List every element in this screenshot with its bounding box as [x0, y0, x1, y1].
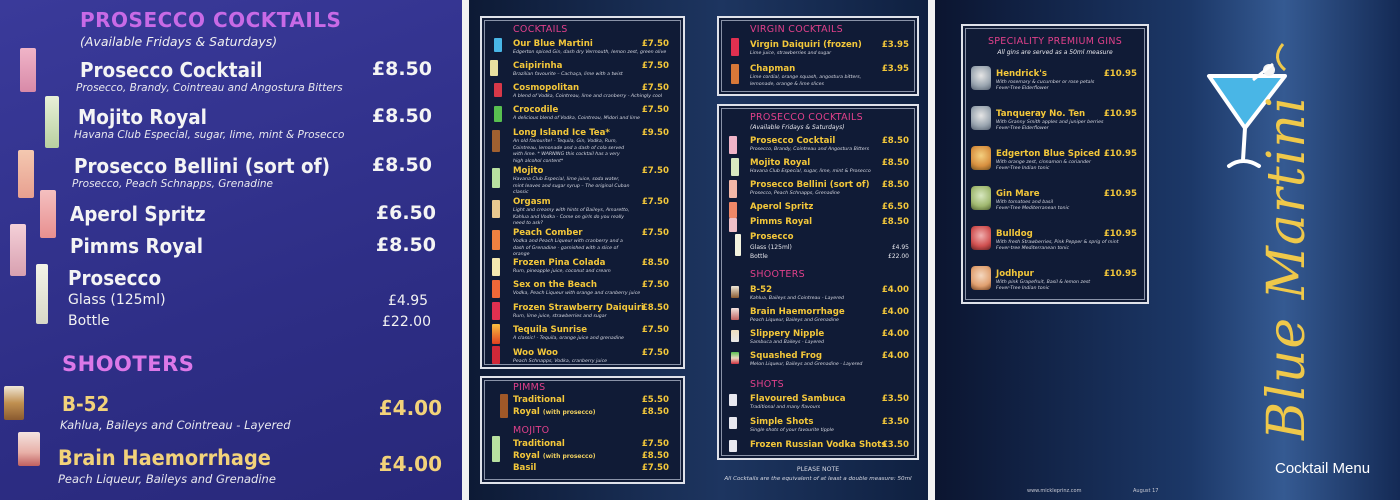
- cosmopolitan-glass-icon: [494, 83, 502, 97]
- photo-item-name: Prosecco: [68, 266, 162, 290]
- photo-item-name: Pimms Royal: [70, 234, 204, 258]
- pimms-item-label: Traditional: [513, 395, 565, 405]
- menu-inner-spread: [469, 0, 928, 500]
- gin-tonic: Fever-Tree Mediterranean tonic: [996, 206, 1070, 211]
- shooter-desc: Kahlua, Baileys and Cointreau - Layered: [750, 296, 844, 301]
- cocktail-desc: A blend of Vodka, Cointreau, lime and cranberry - Achingly cool: [513, 94, 663, 99]
- shot-price: £3.50: [881, 394, 909, 404]
- photo-item-desc: Prosecco, Brandy, Cointreau and Angostura Bitters: [76, 82, 343, 94]
- gin-desc: With rosemary & cucumber or rose petals: [996, 80, 1095, 85]
- prosecco-flute-icon: [36, 264, 48, 324]
- mojito-item-label: Royal: [513, 451, 540, 461]
- virgin-item-name: Virgin Daiquiri (frozen): [750, 40, 862, 50]
- prosecco-shooters-box: [717, 104, 919, 460]
- photo-prosecco-title: PROSECCO COCKTAILS: [80, 8, 342, 32]
- gin-name: Gin Mare: [996, 189, 1040, 199]
- mojito-title: MOJITO: [513, 425, 550, 436]
- prosecco-glass-price: £4.95: [891, 244, 909, 251]
- squashed-frog-shot-icon: [731, 352, 739, 364]
- b52-shot-icon: [731, 286, 739, 298]
- blue-martini-glass-icon: [494, 38, 502, 52]
- cocktail-desc: Light and creamy with hints of Baileys, Amaretto, Kahlua and Vodka - Come on girls do you really need to ask?: [513, 208, 630, 226]
- gin-tonic: Fever-Tree Elderflower: [996, 86, 1049, 91]
- aperol-spritz-glass-icon: [40, 190, 56, 238]
- mojito-item-price: £8.50: [641, 451, 669, 461]
- gin-name: Edgerton Blue Spiced: [996, 149, 1101, 159]
- photo-item-name: Aperol Spritz: [70, 202, 206, 226]
- shot-price: £3.50: [881, 440, 909, 450]
- website-footer: www.mickleprinz.com: [1027, 488, 1082, 494]
- gins-title: SPECIALITY PREMIUM GINS: [987, 36, 1123, 47]
- woo-woo-glass-icon: [492, 346, 500, 364]
- photo-shooters-title: SHOOTERS: [62, 352, 195, 376]
- photo-item-name: Brain Haemorrhage: [58, 446, 271, 470]
- virgin-item-name: Chapman: [750, 64, 796, 74]
- panel-divider: [928, 0, 935, 500]
- prosecco-item-price: £8.50: [881, 180, 909, 190]
- virgin-daiquiri-glass-icon: [731, 38, 739, 56]
- tanqueray-gin-image: [971, 106, 991, 130]
- photo-item-desc: Havana Club Especial, sugar, lime, mint & Prosecco: [74, 129, 345, 141]
- orgasm-glass-icon: [492, 200, 500, 218]
- photo-prosecco-availability: (Available Fridays & Saturdays): [80, 34, 278, 49]
- shot-name: Flavoured Sambuca: [750, 394, 846, 404]
- prosecco-item-name: Prosecco: [750, 232, 794, 242]
- cocktail-desc: Peach Schnapps, Vodka, cranberry juice: [513, 359, 608, 364]
- cocktail-price: £7.50: [641, 105, 669, 115]
- prosecco-item-name: Prosecco Cocktail: [750, 136, 836, 146]
- shooter-desc: Melon Liqueur, Baileys and Grenadine - Layered: [750, 362, 863, 367]
- gin-desc: With tomatoes and basil: [996, 200, 1054, 205]
- cocktail-name: Tequila Sunrise: [513, 325, 588, 335]
- prosecco-glass-label: Glass (125ml): [750, 244, 792, 251]
- cocktail-price: £7.50: [641, 348, 669, 358]
- cocktails-title: COCKTAILS: [513, 24, 568, 35]
- pina-colada-glass-icon: [492, 258, 500, 276]
- menu-photo-panel: [0, 0, 462, 500]
- mojito-item-label: Traditional: [513, 439, 565, 449]
- cocktail-name: Peach Comber: [513, 228, 583, 238]
- simple-shot-icon: [729, 417, 737, 429]
- shooter-price: £4.00: [881, 307, 909, 317]
- cocktail-name: Crocodile: [513, 105, 559, 115]
- photo-glass-label: Glass (125ml): [68, 292, 166, 308]
- photo-item-price: £8.50: [375, 234, 436, 256]
- edgerton-gin-image: [971, 146, 991, 170]
- bellini-glass-icon: [729, 180, 737, 198]
- aperol-spritz-glass-icon: [729, 202, 737, 218]
- cocktail-name: Frozen Pina Colada: [513, 258, 606, 268]
- cocktail-desc: Brazilian favourite – Cachaça, lime with a twist: [513, 72, 623, 77]
- shooter-price: £4.00: [881, 285, 909, 295]
- prosecco-item-name: Prosecco Bellini (sort of): [750, 180, 870, 190]
- shooters-title: SHOOTERS: [750, 269, 805, 280]
- gin-name: Bulldog: [996, 229, 1033, 239]
- prosecco-item-name: Aperol Spritz: [750, 202, 814, 212]
- photo-item-name: Mojito Royal: [78, 105, 207, 129]
- prosecco-item-desc: Prosecco, Brandy, Cointreau and Angostura Bitters: [750, 147, 870, 152]
- prosecco-cocktail-glass-icon: [729, 136, 737, 154]
- gin-desc: With orange zest, cinnamon & coriander: [996, 160, 1091, 165]
- brain-haemorrhage-shot-icon: [18, 432, 40, 466]
- cocktail-price: £7.50: [641, 83, 669, 93]
- cocktail-price: £8.50: [641, 258, 669, 268]
- bulldog-gin-image: [971, 226, 991, 250]
- prosecco-item-desc: Havana Club Especial, sugar, lime, mint & Prosecco: [750, 169, 871, 174]
- gin-price: £10.95: [1103, 189, 1137, 199]
- gin-desc: With Granny Smith apples and juniper berries: [996, 120, 1104, 125]
- cocktail-desc: Rum, lime juice, strawberries and sugar: [513, 314, 607, 319]
- photo-bottle-label: Bottle: [68, 313, 110, 329]
- virgin-cocktails-box: [717, 16, 919, 96]
- photo-item-name: Prosecco Cocktail: [80, 58, 263, 82]
- gin-tonic: Fever-Tree Elderflower: [996, 126, 1049, 131]
- pimms-royal-glass-icon: [10, 224, 26, 276]
- cocktail-price: £7.50: [641, 325, 669, 335]
- gin-desc: With fresh Strawberries, Pink Pepper & sprig of mint: [996, 240, 1119, 245]
- cocktail-price: £7.50: [641, 39, 669, 49]
- prosecco-item-price: £8.50: [881, 217, 909, 227]
- panel-divider: [462, 0, 469, 500]
- crocodile-glass-icon: [494, 106, 502, 122]
- bellini-glass-icon: [18, 150, 34, 198]
- pimms-item-label: Royal: [513, 407, 540, 417]
- brand-wordmark: Blue Martini: [1257, 95, 1317, 440]
- cocktail-desc: Edgerton spiced Gin, dash dry Vermouth, lemon zest, green olive: [513, 50, 667, 55]
- virgin-title: VIRGIN COCKTAILS: [750, 24, 843, 35]
- cocktail-price: £7.50: [641, 61, 669, 71]
- photo-item-price: £8.50: [371, 58, 432, 80]
- long-island-glass-icon: [492, 130, 500, 152]
- cocktail-name: Sex on the Beach: [513, 280, 598, 290]
- shot-name: Simple Shots: [750, 417, 814, 427]
- cocktail-name: Woo Woo: [513, 348, 558, 358]
- gin-price: £10.95: [1103, 229, 1137, 239]
- jodhpur-gin-image: [971, 266, 991, 290]
- shooter-desc: Sambuca and Baileys - Layered: [750, 340, 825, 345]
- shots-title: SHOTS: [750, 379, 784, 390]
- photo-item-desc: Prosecco, Peach Schnapps, Grenadine: [72, 178, 273, 190]
- brain-haemorrhage-shot-icon: [731, 308, 739, 320]
- gin-price: £10.95: [1103, 109, 1137, 119]
- mojito-section-glass-icon: [492, 436, 500, 462]
- prosecco-item-price: £8.50: [881, 136, 909, 146]
- shooter-name: B-52: [750, 285, 773, 295]
- photo-bottle-price: £22.00: [382, 314, 431, 330]
- shooter-desc: Peach Liqueur, Baileys and Grenadine: [750, 318, 839, 323]
- mojito-item-price: £7.50: [641, 439, 669, 449]
- tequila-sunrise-glass-icon: [492, 324, 500, 344]
- gin-price: £10.95: [1103, 269, 1137, 279]
- photo-item-price: £4.00: [378, 396, 442, 420]
- pimms-item-name: [513, 407, 595, 417]
- gin-price: £10.95: [1103, 69, 1137, 79]
- please-note-text: All Cocktails are the equivalent of at least a double measure: 50ml: [724, 476, 912, 482]
- mojito-royal-glass-icon: [45, 96, 59, 148]
- gin-price: £10.95: [1103, 149, 1137, 159]
- b52-shot-icon: [4, 386, 24, 420]
- pimms-item-name: [513, 395, 565, 405]
- mojito-item-name: [513, 439, 565, 449]
- virgin-item-price: £3.95: [881, 40, 909, 50]
- prosecco-item-price: £6.50: [881, 202, 909, 212]
- shooter-price: £4.00: [881, 329, 909, 339]
- shot-price: £3.50: [881, 417, 909, 427]
- shooter-price: £4.00: [881, 351, 909, 361]
- gin-name: Jodhpur: [996, 269, 1034, 279]
- cocktail-name: Mojito: [513, 166, 544, 176]
- photo-item-price: £6.50: [375, 202, 436, 224]
- photo-glass-price: £4.95: [388, 293, 429, 309]
- shooter-name: Squashed Frog: [750, 351, 823, 361]
- strawberry-daiquiri-glass-icon: [492, 302, 500, 320]
- cocktail-desc: A classic! - Tequila, orange juice and grenadine: [513, 336, 624, 341]
- pimms-glass-icon: [500, 394, 508, 418]
- cocktail-price: £7.50: [641, 197, 669, 207]
- sex-on-the-beach-glass-icon: [492, 280, 500, 298]
- prosecco-item-price: £8.50: [881, 158, 909, 168]
- gin-desc: With pink Grapefruit, Basil & lemon zest: [996, 280, 1091, 285]
- please-note-title: PLEASE NOTE: [796, 466, 840, 473]
- cocktail-desc: Havana Club Especial, lime juice, soda water, mint leaves and sugar syrup – The original Cuban classic: [513, 177, 630, 195]
- prosecco-item-desc: Prosecco, Peach Schnapps, Grenadine: [750, 191, 840, 196]
- cocktail-name: Orgasm: [513, 197, 551, 207]
- mojito-item-suffix: (with prosecco): [542, 453, 596, 460]
- gin-tonic: Fever-tree Mediterranean tonic: [996, 246, 1070, 251]
- cocktail-price: £9.50: [641, 128, 669, 138]
- shot-desc: Single shots of your favourite tipple: [750, 428, 834, 433]
- gin-name: Hendrick's: [996, 69, 1048, 79]
- gin-name: Tanqueray No. Ten: [996, 109, 1086, 119]
- virgin-item-desc: Lime juice, strawberries and sugar: [750, 51, 832, 56]
- prosecco-availability: (Available Fridays & Saturdays): [750, 124, 845, 131]
- mojito-item-price: £7.50: [641, 463, 669, 473]
- prosecco-bottle-label: Bottle: [750, 253, 768, 260]
- cocktail-name: Long Island Ice Tea*: [513, 128, 610, 138]
- photo-item-price: £8.50: [371, 154, 432, 176]
- pimms-item-price: £5.50: [641, 395, 669, 405]
- gin-mare-image: [971, 186, 991, 210]
- shot-desc: Traditional and many flavours: [750, 405, 821, 410]
- cover-label: Cocktail Menu: [1275, 460, 1371, 477]
- pimms-item-suffix: (with prosecco): [542, 409, 596, 416]
- prosecco-item-name: Mojito Royal: [750, 158, 811, 168]
- shooter-name: Slippery Nipple: [750, 329, 825, 339]
- hendricks-gin-image: [971, 66, 991, 90]
- cocktail-name: Frozen Strawberry Daiquiri: [513, 303, 645, 313]
- mojito-item-label: Basil: [513, 463, 537, 473]
- shooter-name: Brain Haemorrhage: [750, 307, 845, 317]
- pimms-royal-glass-icon: [729, 218, 737, 232]
- cocktail-price: £7.50: [641, 166, 669, 176]
- caipirinha-glass-icon: [490, 60, 498, 76]
- cocktail-price: £8.50: [641, 303, 669, 313]
- photo-item-price: £8.50: [371, 105, 432, 127]
- date-footer: August 17: [1133, 488, 1159, 494]
- cocktail-desc: Vodka, Peach Liqueur with orange and cranberry juice: [513, 291, 641, 296]
- cocktail-name: Caipirinha: [513, 61, 563, 71]
- peach-comber-glass-icon: [492, 230, 500, 250]
- slippery-nipple-shot-icon: [731, 330, 739, 342]
- mojito-glass-icon: [492, 168, 500, 188]
- prosecco-flute-icon: [735, 234, 741, 256]
- chapman-glass-icon: [731, 64, 739, 84]
- virgin-item-desc: Lime cordial, orange squash, angostura bitters, lemonade, orange & lime slices: [750, 75, 862, 87]
- cocktail-desc: An old favourite! - Tequila, Gin, Vodka, Rum, Cointreau, lemonade and a dash of cola served with lime. * WARNING this cocktail has a very high alcohol content*: [513, 139, 625, 164]
- sambuca-shot-icon: [729, 394, 737, 406]
- shot-name: Frozen Russian Vodka Shots: [750, 440, 887, 450]
- prosecco-bottle-price: £22.00: [888, 253, 909, 260]
- photo-item-name: B-52: [62, 392, 110, 416]
- cocktail-price: £7.50: [641, 228, 669, 238]
- cocktail-desc: Vodka and Peach Liqueur with cranberry and a dash of Grenadine - garnished with a slice of orange: [513, 239, 623, 257]
- prosecco-item-name: Pimms Royal: [750, 217, 813, 227]
- cocktail-price: £7.50: [641, 280, 669, 290]
- cocktail-name: Cosmopolitan: [513, 83, 580, 93]
- pimms-mojito-box: [480, 376, 685, 484]
- mojito-item-name: [513, 463, 536, 473]
- photo-item-name: Prosecco Bellini (sort of): [74, 154, 331, 178]
- prosecco-title: PROSECCO COCKTAILS: [750, 112, 863, 123]
- prosecco-cocktail-glass-icon: [20, 48, 36, 92]
- virgin-item-price: £3.95: [881, 64, 909, 74]
- gins-box: [961, 24, 1149, 304]
- cocktails-box: [480, 16, 685, 369]
- gin-tonic: Fever-Tree Indian tonic: [996, 166, 1050, 171]
- photo-item-desc: Kahlua, Baileys and Cointreau - Layered: [60, 418, 291, 432]
- pimms-title: PIMMS: [513, 382, 546, 393]
- vodka-shot-icon: [729, 440, 737, 452]
- photo-item-price: £4.00: [378, 452, 442, 476]
- gin-tonic: Fever-Tree Indian tonic: [996, 286, 1050, 291]
- cocktail-desc: A delicious blend of Vodka, Cointreau, Midori and lime: [513, 116, 640, 121]
- cocktail-desc: Rum, pineapple juice, coconut and cream: [513, 269, 611, 274]
- mojito-royal-glass-icon: [731, 158, 739, 176]
- mojito-item-name: [513, 451, 595, 461]
- cocktail-name: Our Blue Martini: [513, 39, 593, 49]
- gins-subtitle: All gins are served as a 50ml measure: [997, 49, 1113, 56]
- menu-back-and-cover: [935, 0, 1400, 500]
- photo-item-desc: Peach Liqueur, Baileys and Grenadine: [58, 472, 276, 486]
- pimms-item-price: £8.50: [641, 407, 669, 417]
